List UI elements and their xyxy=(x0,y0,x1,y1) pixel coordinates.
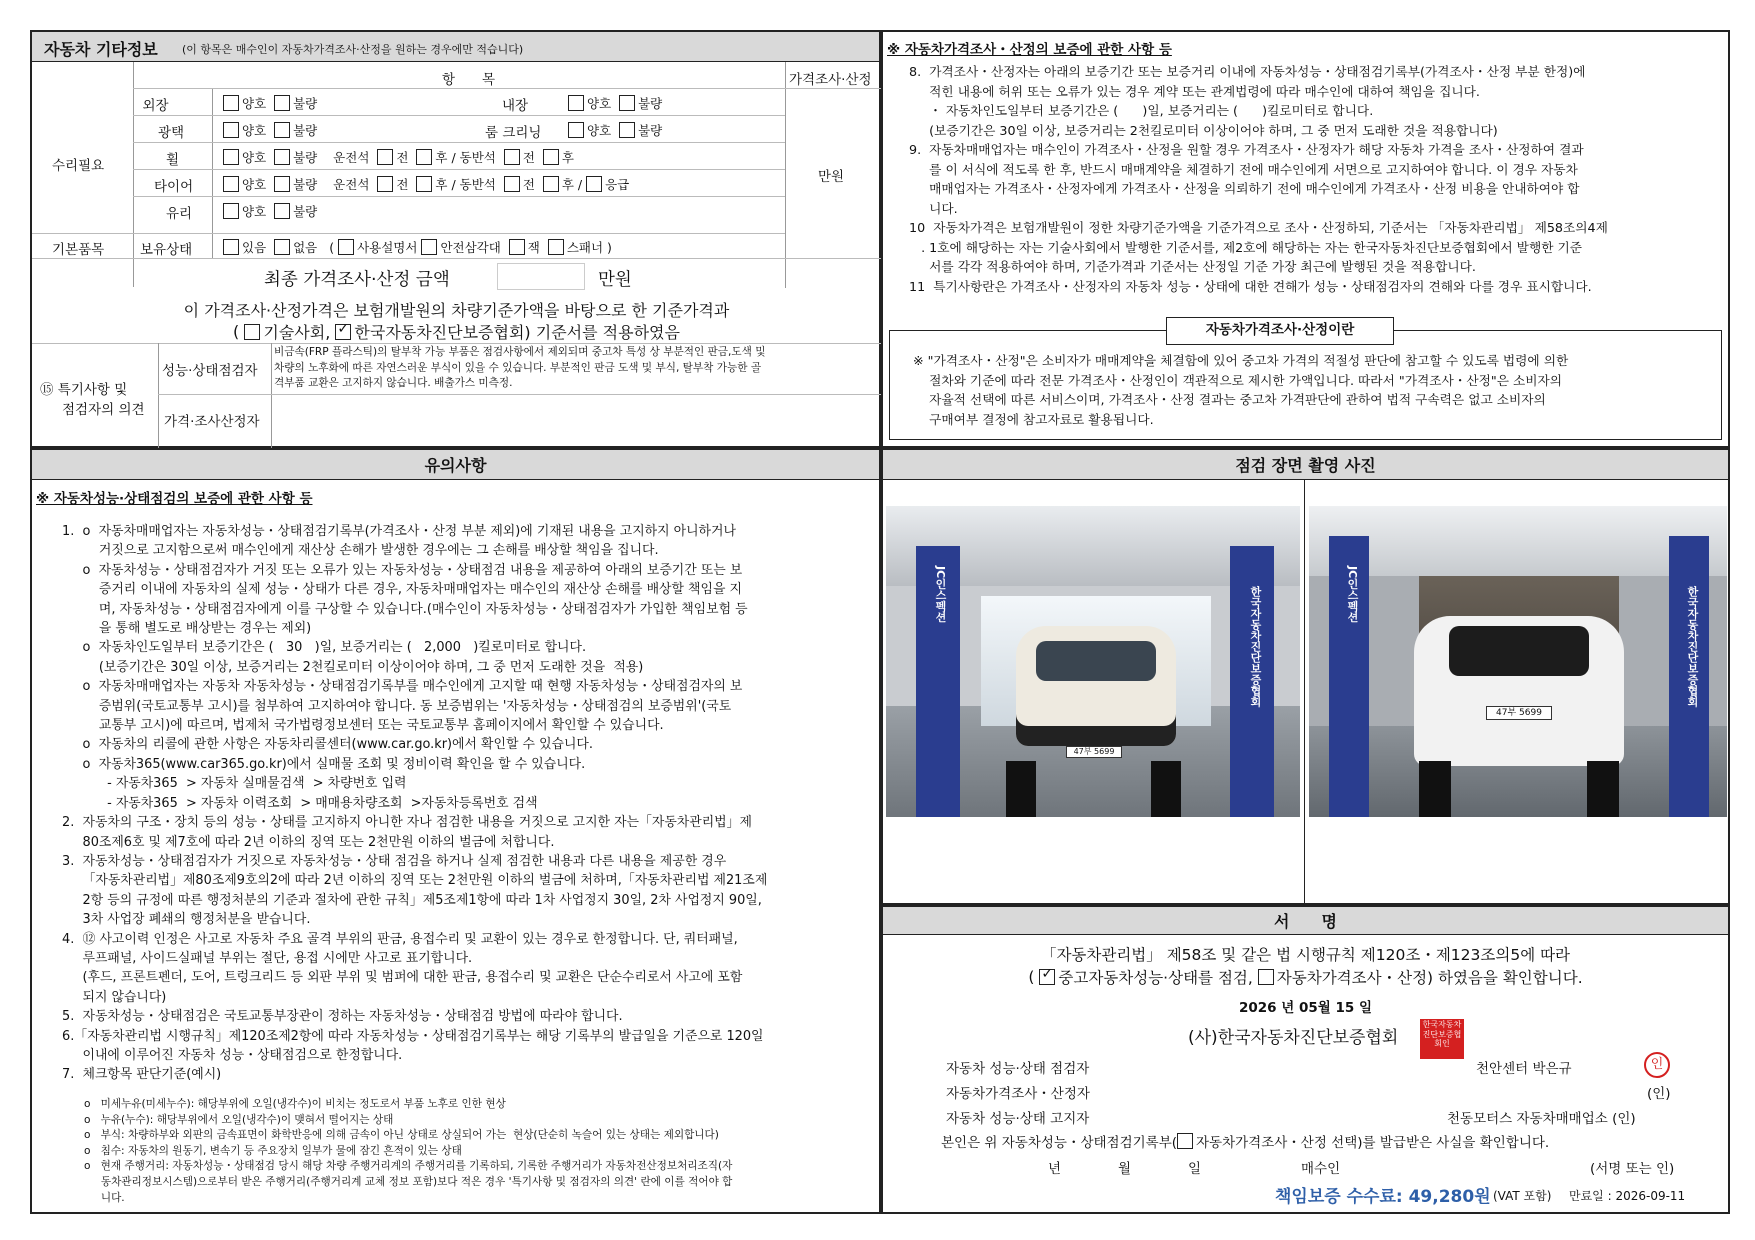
inspection-photo-rear xyxy=(1309,506,1727,817)
sign-buyer-sig: (서명 또는 인) xyxy=(1590,1161,1675,1177)
final-amount-label: 최종 가격조사·산정 금액 xyxy=(264,270,450,290)
item-ownership: 보유상태 xyxy=(140,242,193,258)
ext-good-checkbox[interactable] xyxy=(223,95,239,111)
item-room-cleaning: 룸 크리닝 xyxy=(485,125,542,141)
col-price-header: 가격조사·산정 xyxy=(789,72,872,88)
notes-criteria xyxy=(84,1097,732,1206)
notes-text-line: o 자동차매매업자는 자동차 자동차성능・상태점검기록부를 매수인에게 고지할 때 현행 자동차성능・상태점검자의 보 xyxy=(62,679,743,695)
notes-text-line: 2. 자동차의 구조・장치 등의 성능・상태를 고지하지 아니한 자나 점검한 내용을 거짓으로 고지한 자는「자동차관리법」제 xyxy=(62,815,752,831)
signature-panel: 서 명 「자동차관리법」 제58조 및 같은 법 시행규칙 제120조・제123조의5에 따라 ( ✓ 중고자동차성능·상태를 점검, 자동차가격조사・산정) 하였음을 확인합니다. 2026 년 05월 15 일 (사)한국자동차진단보증협회 한국자동차진단보증협회인 자동차 성능·상태 점검자 천안센터 박은규 인 자동차가격조사・산정자 (인) 자동차 성능·상태 고지자 천동모터스 자동차매매업소 (인) 본인은 위 자동차성능・상태점검기록부( 자동차가격조사・산정 선택)를 발급받은 사실을 확인합니다. 년 월 일 매수인 (서명 또는 인) 책임보증 수수료: 49,280원 (VAT 포함) 만료일 : 2026-09-11 xyxy=(881,905,1730,1214)
own-manual-checkbox[interactable] xyxy=(338,239,354,255)
notes-text-line: 5. 자동차성능・상태점검은 국토교통부장관이 정하는 자동차성능・상태점검 방법에 따라야 합니다. xyxy=(62,1009,623,1025)
notes-text-line: 증범위(국토교통부 고시)를 첨부하여 고지하여야 합니다. 동 보증범위는 '자동차성능・상태점검의 보증범위'(국토 xyxy=(62,698,732,714)
ext-bad-checkbox[interactable] xyxy=(274,95,290,111)
criteria-line: o 부식: 차량하부와 외판의 금속표면이 화학반응에 의해 금속이 아닌 상태로 상실되어 가는 현상(단순히 녹슬어 있는 상태는 제외합니다) xyxy=(84,1129,719,1142)
tire-emergency-checkbox[interactable] xyxy=(586,176,602,192)
glass-good-checkbox[interactable] xyxy=(223,203,239,219)
notes-text-line: 2항 등의 규정에 따른 행정처분의 기준과 절차에 관한 규칙」제5조제1항에 따라 1차 사업정지 30일, 2차 사업정지 90일, xyxy=(62,892,762,908)
sign-price-checkbox[interactable] xyxy=(1258,969,1274,985)
tire-bad-checkbox[interactable] xyxy=(274,176,290,192)
notes-title: 유의사항 xyxy=(32,450,879,480)
criteria-line: o 현재 주행거리: 자동차성능・상태점검 당시 해당 차량 주행거리계의 주행거리를 기록하되, 기록한 주행거리가 자동차전산정보처리조직(자 xyxy=(84,1160,733,1173)
basis-line1: 이 가격조사·산정가격은 보험개발원의 차량기준가액을 바탕으로 한 기준가격과 xyxy=(183,301,730,320)
tire-driver-rear-checkbox[interactable] xyxy=(416,176,432,192)
criteria-line: o 미세누유(미세누수): 해당부위에 오일(냉각수)이 비치는 정도로서 부품 노후로 인한 현상 xyxy=(84,1098,506,1110)
inspection-photo-front xyxy=(886,506,1300,817)
final-amount-input[interactable] xyxy=(497,263,585,290)
sign-row2-label: 자동차가격조사・산정자 xyxy=(946,1086,1090,1102)
notes-text-line: 거짓으로 고지함으로써 매수인에게 재산상 손해가 발생한 경우에는 그 손해를 배상할 책임을 집니다. xyxy=(62,543,659,559)
warranty-text-line: 니다. xyxy=(909,200,958,216)
panel-note: (이 항목은 매수인이 자동차가격조사·산정을 원하는 경우에만 적습니다) xyxy=(182,43,524,56)
item-shine: 광택 xyxy=(158,125,185,141)
wheel-bad-checkbox[interactable] xyxy=(274,149,290,165)
notes-text-line: 1. o 자동차매매업자는 자동차성능・상태점검기록부(가격조사・산정 부분 제외)에 기재된 내용을 고지하지 아니하거나 xyxy=(62,524,736,539)
price-warranty-text xyxy=(909,62,1608,296)
sign-month: 월 xyxy=(1118,1161,1132,1177)
item-tire: 타이어 xyxy=(154,179,194,195)
sign-row3-value: 천동모터스 자동차매매업소 (인) xyxy=(1447,1111,1636,1127)
notes-text-line: 을 통해 별도로 배상받는 경우는 제외) xyxy=(62,621,312,637)
notes-text-line: 「자동차관리법」제80조제9호의2에 따라 2년 이하의 징역 또는 2천만원 이하의 벌금에 처하며,「자동차관리법 제21조제 xyxy=(62,873,768,889)
tire-driver-front-checkbox[interactable] xyxy=(377,176,393,192)
org-seal: 한국자동차진단보증협회인 xyxy=(1420,1019,1464,1059)
sign-row1-value: 천안센터 박은규 xyxy=(1476,1061,1572,1077)
col-item-header: 항 목 xyxy=(442,72,496,88)
perf-inspector-label: 성능·상태점검자 xyxy=(162,363,258,379)
int-bad-checkbox[interactable] xyxy=(619,95,635,111)
sign-day: 일 xyxy=(1188,1161,1202,1177)
info-box-line: 절차와 기준에 따라 전문 가격조사・산정인이 객관적으로 제시한 가액입니다. 따라서 "가격조사・산정"은 소비자의 xyxy=(913,372,1563,388)
item-exterior: 외장 xyxy=(142,98,169,114)
notes-text-line: 3. 자동차성능・상태점검자가 거짓으로 자동차성능・상태 점검을 하거나 실제 점검한 내용과 다른 내용을 제공한 경우 xyxy=(62,853,727,869)
notes-text-line: - 자동차365 > 자동차 실매물검색 > 차량번호 입력 xyxy=(62,776,407,792)
notes-text-line: 80조제6호 및 제7호에 따라 2년 이하의 징역 또는 2천만원 이하의 벌금에 처합니다. xyxy=(62,834,555,850)
fee-amount: 책임보증 수수료: 49,280원 xyxy=(1275,1187,1491,1207)
warranty-text-line: 서를 각각 적용하여야 하며, 기준가격과 기준서는 산정일 기준 가장 최근에 발행된 것을 적용합니다. xyxy=(909,259,1476,274)
price-unit: 만원 xyxy=(818,169,845,185)
fee-vat: (VAT 포함) xyxy=(1493,1189,1552,1203)
inspector-seal: 인 xyxy=(1644,1052,1670,1078)
sign-buyer: 매수인 xyxy=(1301,1161,1341,1177)
license-plate-front: 47부 5699 xyxy=(1066,746,1122,758)
sign-perf-checkbox[interactable] xyxy=(1039,969,1055,985)
tire-good-checkbox[interactable] xyxy=(223,176,239,192)
perf-opinion: 비금속(FRP 플라스틱)의 탈부착 가능 부품은 점검사항에서 제외되며 중고차 특성 상 부분적인 판금,도색 및 차량의 노후화에 따른 자연스러운 부식이 있을 수 있습니다. 부분적인 판금 도색 및 부식, 탈부착 가능한 골 격부품 교환은 고지하지 않습니다. 배출가스 미측정. xyxy=(274,346,766,389)
tire-pass-rear-checkbox[interactable] xyxy=(543,176,559,192)
photo-title: 점검 장면 촬영 사진 xyxy=(883,450,1728,480)
wheel-pass-rear-checkbox[interactable] xyxy=(543,149,559,165)
info-box-line: 자율적 선택에 따른 서비스이며, 가격조사・산정 결과는 중고차 가격판단에 관하여 법적 구속력은 없고 소비자의 xyxy=(913,392,1546,407)
expiry-date: 만료일 : 2026-09-11 xyxy=(1569,1189,1686,1203)
warranty-text-line: 매매업자는 가격조사・산정자에게 가격조사・산정을 의뢰하기 전에 매수인에게 가격조사・산정 비용을 안내하여야 합 xyxy=(909,181,1580,196)
sign-year: 년 xyxy=(1048,1161,1062,1177)
notes-text-line: o 자동차의 리콜에 관한 사항은 자동차리콜센터(www.car.go.kr)에서 확인할 수 있습니다. xyxy=(62,737,593,753)
shine-bad-checkbox[interactable] xyxy=(274,122,290,138)
notes-text-line: 교통부 고시)에 따르며, 법제처 국가법령정보센터 또는 국토교통부 홈페이지에서 확인할 수 있습니다. xyxy=(62,718,664,734)
notes-text-line: 루프패널, 사이드실패널 부위는 절단, 용접 시에만 사고로 표기합니다. xyxy=(62,950,473,966)
item-glass: 유리 xyxy=(166,206,193,222)
sign-row3-label: 자동차 성능·상태 고지자 xyxy=(946,1111,1090,1127)
warranty-text-line: ・ 자동차인도일부터 보증기간은 ( )일, 보증거리는 ( )킬로미터로 합니다. xyxy=(909,103,1374,118)
notes-text-line: (후드, 프론트펜더, 도어, 트렁크리드 등 외판 부위 및 범퍼에 대한 판금, 용접수리 및 교환은 단순수리로서 사고에 포함 xyxy=(62,970,743,986)
notes-panel xyxy=(30,448,881,1214)
basis-tech-checkbox[interactable] xyxy=(244,324,260,340)
price-warranty-panel xyxy=(881,30,1730,448)
price-warranty-heading: ※ 자동차가격조사・산정의 보증에 관한 사항 등 xyxy=(887,42,1172,58)
notes-text-line: 이내에 이루어진 자동차 성능・상태점검으로 한정합니다. xyxy=(62,1047,403,1063)
group-basic: 기본품목 xyxy=(52,242,105,258)
final-amount-unit: 만원 xyxy=(598,270,632,290)
criteria-line: 니다. xyxy=(84,1191,125,1204)
confirm-price-checkbox[interactable] xyxy=(1177,1133,1193,1149)
price-inspector-label: 가격·조사산정자 xyxy=(164,414,260,430)
warranty-text-line: 9. 자동차매매업자는 매수인이 가격조사・산정을 원할 경우 가격조사・산정자가 해당 자동차 가격을 조사・산정하여 결과 xyxy=(909,142,1584,157)
criteria-line: o 침수: 자동차의 원동기, 변속기 등 주요장치 일부가 물에 잠긴 흔적이 있는 상태 xyxy=(84,1144,462,1157)
sign-title: 서 명 xyxy=(883,907,1728,935)
room-bad-checkbox[interactable] xyxy=(619,122,635,138)
notes-text-line: o 자동차365(www.car365.go.kr)에서 실매물 조회 및 정비이력 확인을 할 수 있습니다. xyxy=(62,756,586,772)
sign-law-line: 「자동차관리법」 제58조 및 같은 법 시행규칙 제120조・제123조의5에 따라 xyxy=(1040,946,1571,964)
lift-label-left: JC인스펙션 xyxy=(934,566,947,623)
notes-text xyxy=(62,522,767,1085)
notes-text-line: o 자동차인도일부터 보증기간은 ( 30 )일, 보증거리는 ( 2,000 )킬로미터로 합니다. xyxy=(62,640,587,656)
own-spanner-checkbox[interactable] xyxy=(548,239,564,255)
criteria-line: 동차관리정보시스템)으로부터 받은 주행거리(주행거리계 교체 정보 포함)보다 적은 경우 '특기사항 및 점검자의 의견' 란에 이를 적어야 합 xyxy=(84,1175,733,1188)
wheel-driver-rear-checkbox[interactable] xyxy=(416,149,432,165)
tire-pass-front-checkbox[interactable] xyxy=(504,176,520,192)
room-good-checkbox[interactable] xyxy=(568,122,584,138)
sign-date: 2026 년 05월 15 일 xyxy=(1238,1000,1373,1016)
own-no-checkbox[interactable] xyxy=(274,239,290,255)
warranty-text-line: 를 이 서식에 적도록 한 후, 반드시 매매계약을 체결하기 전에 매수인에게 서면으로 고지하여야 합니다. 이 경우 자동차 xyxy=(909,161,1578,177)
basis-kaidi-checkbox[interactable] xyxy=(335,324,351,340)
notes-text-line: 증거리 이내에 자동차의 실제 성능・상태가 다른 경우, 자동차매매업자는 매수인의 재산상 손해를 배상할 책임을 지 xyxy=(62,582,742,598)
notes-text-line: 되지 않습니다) xyxy=(62,989,167,1005)
panel-title: 자동차 기타정보 xyxy=(44,40,158,59)
notes-text-line: o 자동차성능・상태점검자가 거짓 또는 오류가 있는 자동차성능・상태점검 내용을 제공하여 아래의 보증기간 또는 보 xyxy=(62,562,743,578)
price-info-box-text xyxy=(913,351,1568,429)
warranty-text-line: 10 자동차가격은 보험개발원이 정한 차량기준가액을 기준가격으로 조사・산정하되, 기준서는 「자동차관리법」 제58조의4제 xyxy=(909,220,1608,235)
wheel-pass-front-checkbox[interactable] xyxy=(504,149,520,165)
special-label1: ⑮ 특기사항 및 xyxy=(40,382,128,398)
notes-text-line: 4. ⑫ 사고이력 인정은 사고로 자동차 주요 골격 부위의 판금, 용접수리 및 교환이 있는 경우로 한정합니다. 단, 쿼터패널, xyxy=(62,931,738,947)
shine-good-checkbox[interactable] xyxy=(223,122,239,138)
notes-heading: ※ 자동차성능·상태점검의 보증에 관한 사항 등 xyxy=(36,491,313,507)
glass-bad-checkbox[interactable] xyxy=(274,203,290,219)
info-box-line: ※ "가격조사・산정"은 소비자가 매매계약을 체결함에 있어 중고차 가격의 적절성 판단에 참고할 수 있도록 법령에 의한 xyxy=(913,353,1569,368)
notes-text-line: 3차 사업장 폐쇄의 행정처분을 받습니다. xyxy=(62,912,311,928)
sign-org: (사)한국자동차진단보증협회 xyxy=(1188,1028,1399,1048)
notes-text-line: - 자동차365 > 자동차 이력조회 > 매매용차량조회 >자동차등록번호 검색 xyxy=(62,795,538,811)
own-triangle-checkbox[interactable] xyxy=(421,239,437,255)
car-other-info-panel: 자동차 기타정보 (이 항목은 매수인이 자동차가격조사·산정을 원하는 경우에만 적습니다) 항 목 가격조사·산정 수리필요 기본품목 만원 외장 양호 불량 내장 양호 불량 광택 양호 불량 룸 크리닝 양호 불량 휠 양호 불량 운전석 전 후 / 동반석 전 후 타이어 양호 불량 운전석 전 후 / 동반석 전 후 / 응급 유리 양호 불량 보유상태 있음 없음 ( 사용설명서 안전삼각대 잭 스패너 ) 최종 가격조사·산정 금액 만원 이 가격조사·산정가격은 보험개발원의 차량기준가액을 바탕으로 한 기준가격과 ( 기술사회, ✓ 한국자동차진단보증협회) 기준서를 적용하였음 ⑮ 특기사항 및 점검자의 의견 성능·상태점검자 비금속(FRP 플라스틱)의 탈부착 가능 부품은 점검사항에서 제외되며 중고차 특성 상 부분적인 판금,도색 및 차량의 노후화에 따른 자연스러운 부식이 있을 수 있습니다. 부분적인 판금 도색 및 부식, 탈부착 가능한 골 격부품 교환은 고지하지 않습니다. 배출가스 미측정. 가격·조사산정자 xyxy=(30,30,881,448)
notes-text-line: (보증기간은 30일 이상, 보증거리는 2천킬로미터 이상이어야 하며, 그 중 먼저 도래한 것을 적용) xyxy=(62,659,644,675)
notes-text-line: 6.「자동차관리법 시행규칙」제120조제2항에 따라 자동차성능・상태점검기록부는 해당 기록부의 발급일을 기준으로 120일 xyxy=(62,1028,764,1044)
own-yes-checkbox[interactable] xyxy=(223,239,239,255)
warranty-text-line: 적힌 내용에 허위 또는 오류가 있는 경우 계약 또는 관계법령에 따라 매수인에 대하여 책임을 집니다. xyxy=(909,83,1480,99)
wheel-driver-front-checkbox[interactable] xyxy=(377,149,393,165)
lift-label-right-2: 한국자동차진단보증협회 xyxy=(1686,586,1699,707)
wheel-good-checkbox[interactable] xyxy=(223,149,239,165)
lift-label-left-2: JC인스펙션 xyxy=(1346,566,1359,623)
warranty-text-line: 8. 가격조사・산정자는 아래의 보증기간 또는 보증거리 이내에 자동차성능・상태점검기록부(가격조사・산정 부분 한정)에 xyxy=(909,64,1586,79)
notes-text-line: 7. 체크항목 판단기준(예시) xyxy=(62,1067,222,1083)
notes-text-line: 며, 자동차성능・상태점검자에게 이를 구상할 수 있습니다.(매수인이 자동차성능・상태점검자가 가입한 책임보험 등 xyxy=(62,601,748,617)
info-box-line: 구매여부 결정에 참고자료로 활용됩니다. xyxy=(913,411,1154,427)
special-label2: 점검자의 의견 xyxy=(62,402,145,418)
int-good-checkbox[interactable] xyxy=(568,95,584,111)
photo-panel xyxy=(881,448,1730,905)
lift-label-right: 한국자동차진단보증협회 xyxy=(1249,586,1262,707)
criteria-line: o 누유(누수): 해당부위에서 오일(냉각수)이 맺혀서 떨어지는 상태 xyxy=(84,1113,394,1126)
own-jack-checkbox[interactable] xyxy=(509,239,525,255)
sign-row2-value: (인) xyxy=(1647,1086,1671,1102)
group-repair: 수리필요 xyxy=(52,158,105,174)
item-wheel: 휠 xyxy=(166,152,180,168)
warranty-text-line: 11 특기사항란은 가격조사・산정자의 자동차 성능・상태에 대한 견해가 성능・상태점검자의 견해와 다를 경우 표시합니다. xyxy=(909,278,1592,294)
price-info-box-title: 자동차가격조사·산정이란 xyxy=(1166,317,1394,345)
sign-row1-label: 자동차 성능·상태 점검자 xyxy=(946,1061,1090,1077)
item-interior: 내장 xyxy=(502,98,529,114)
warranty-text-line: (보증기간은 30일 이상, 보증거리는 2천킬로미터 이상이어야 하며, 그 중 먼저 도래한 것을 적용합니다) xyxy=(909,122,1498,138)
warranty-text-line: . 1호에 해당하는 자는 기술사회에서 발행한 기준서를, 제2호에 해당하는 자는 한국자동차진단보증협회에서 발행한 기준 xyxy=(909,239,1582,255)
license-plate-rear: 47부 5699 xyxy=(1486,706,1552,720)
